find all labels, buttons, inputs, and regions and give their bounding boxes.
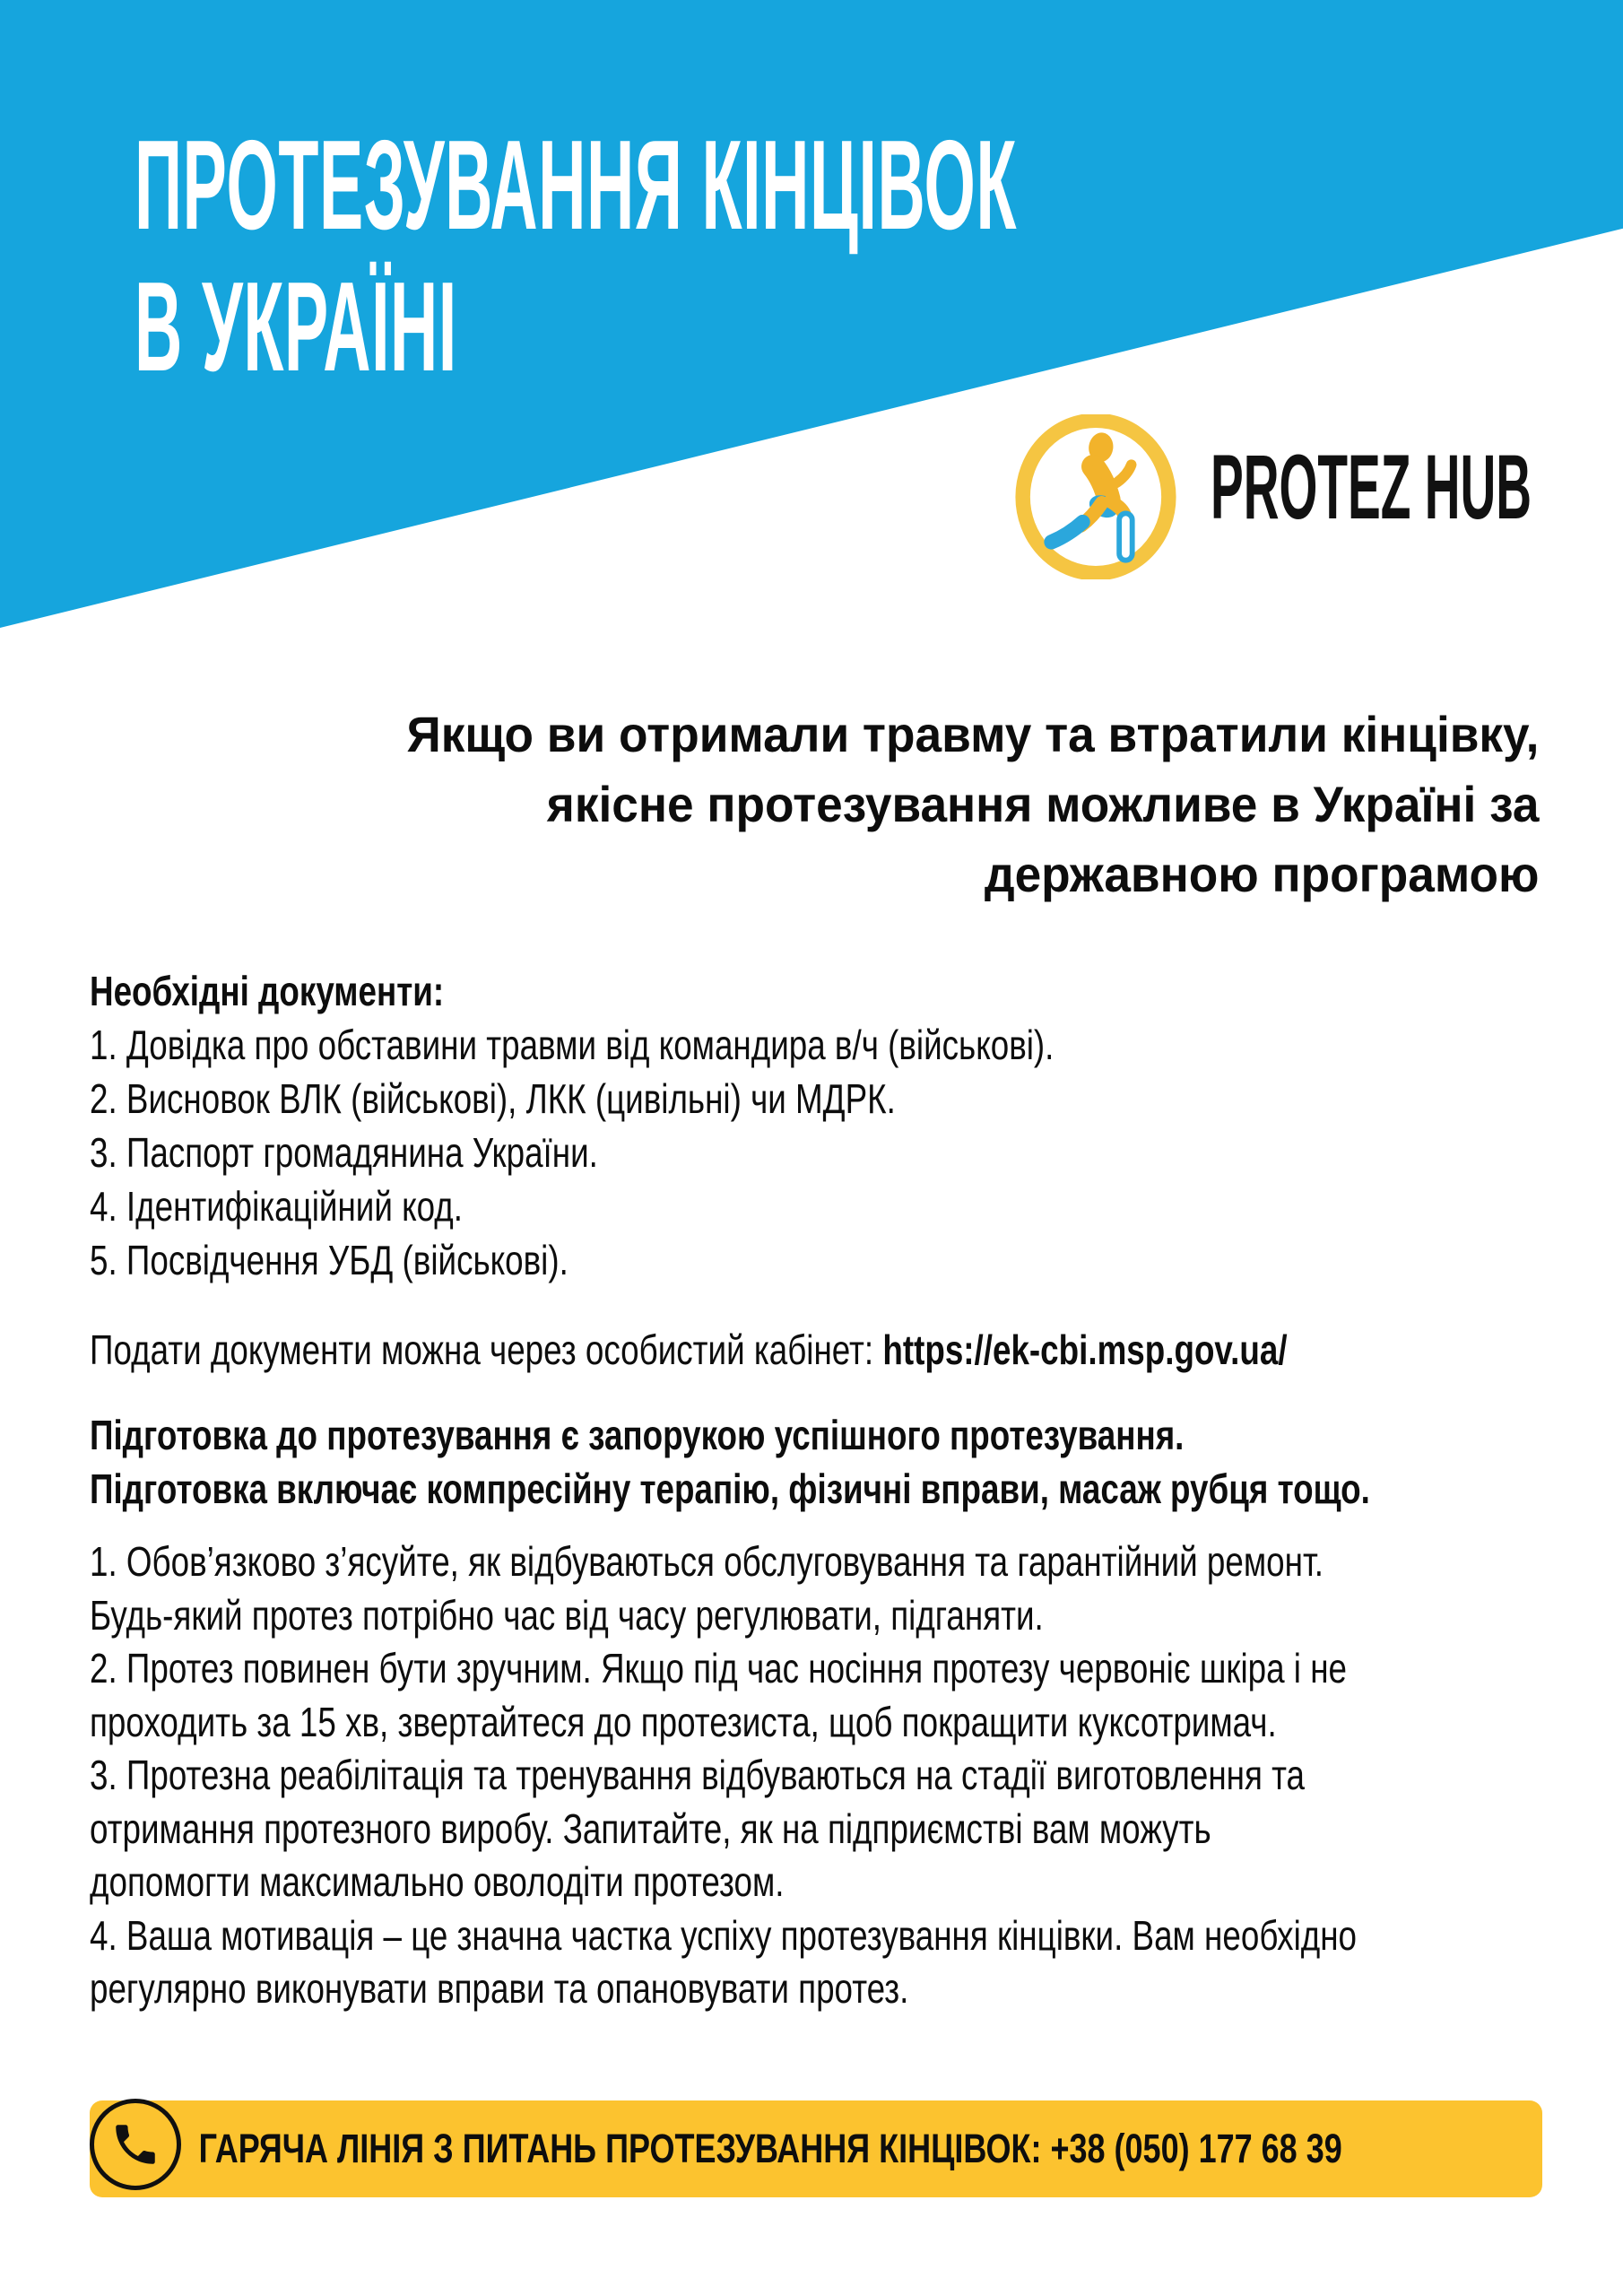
submit-line — [90, 1323, 1288, 1377]
page-title-line2: В УКРАЇНІ — [135, 256, 457, 398]
tip-line: регулярно виконувати вправи та опановувати протез. — [90, 1965, 909, 2012]
tips-section — [90, 1535, 1623, 2016]
phone-icon — [109, 2118, 161, 2170]
document-item: 5. Посвідчення УБД (військові). — [90, 1237, 568, 1283]
submit-section — [90, 1323, 1586, 1377]
tip-line: проходить за 15 хв, звертайтеся до протезиста, щоб покращити куксотримач. — [90, 1698, 1277, 1745]
tip-line: допомогти максимально оволодіти протезом. — [90, 1858, 785, 1905]
preparation-line: Підготовка до протезування є запорукою успішного протезування. — [90, 1412, 1185, 1458]
tip-line: 1. Обов’язково з’ясуйте, як відбуваються обслуговування та гарантійний ремонт. — [90, 1538, 1324, 1585]
document-item: 3. Паспорт громадянина України. — [90, 1129, 598, 1176]
submit-text: Подати документи можна через особистий кабінет: — [90, 1326, 883, 1373]
page-title-line1: ПРОТЕЗУВАННЯ КІНЦІВОК — [135, 114, 1018, 257]
tip-line: 3. Протезна реабілітація та тренування відбуваються на стадії виготовлення та — [90, 1752, 1306, 1798]
intro-paragraph — [347, 700, 1539, 909]
preparation-line: Підготовка включає компресійну терапію, фізичні вправи, масаж рубця тощо. — [90, 1465, 1370, 1512]
documents-section — [90, 964, 1295, 1287]
intro-line: якісне протезування можливе в Україні за — [546, 776, 1539, 832]
document-item: 4. Ідентифікаційний код. — [90, 1183, 463, 1230]
document-item: 2. Висновок ВЛК (військові), ЛКК (цивільні) чи МДРК. — [90, 1075, 896, 1122]
brand-wordmark: PROTEZ HUB — [1211, 436, 1532, 538]
phone-badge — [90, 2099, 181, 2190]
preparation-section — [90, 1408, 1623, 1516]
tip-line: отримання протезного виробу. Запитайте, як на підприємстві вам можуть — [90, 1805, 1211, 1852]
hotline-label: ГАРЯЧА ЛІНІЯ З ПИТАНЬ ПРОТЕЗУВАННЯ КІНЦІВОК: +38 (050) 177 68 39 — [198, 2126, 1342, 2171]
page-title — [135, 115, 1623, 398]
intro-line: Якщо ви отримали травму та втратили кінцівку, — [406, 706, 1539, 762]
tip-line: 4. Ваша мотивація – це значна частка успіху протезування кінцівки. Вам необхідно — [90, 1911, 1358, 1959]
submit-url: https://ek-cbi.msp.gov.ua/ — [882, 1326, 1288, 1373]
protez-hub-logo — [1013, 414, 1178, 583]
tip-line: Будь-який протез потрібно час від часу регулювати, підганяти. — [90, 1591, 1044, 1639]
runner-with-prosthetic-leg-icon — [1013, 414, 1178, 579]
document-item: 1. Довідка про обставини травми від командира в/ч (військові). — [90, 1022, 1055, 1068]
intro-line: державною програмою — [984, 846, 1539, 902]
hotline-bar — [90, 2100, 1542, 2197]
documents-heading: Необхідні документи: — [90, 968, 445, 1014]
tip-line: 2. Протез повинен бути зручним. Якщо під час носіння протезу червоніє шкіра і не — [90, 1645, 1347, 1692]
